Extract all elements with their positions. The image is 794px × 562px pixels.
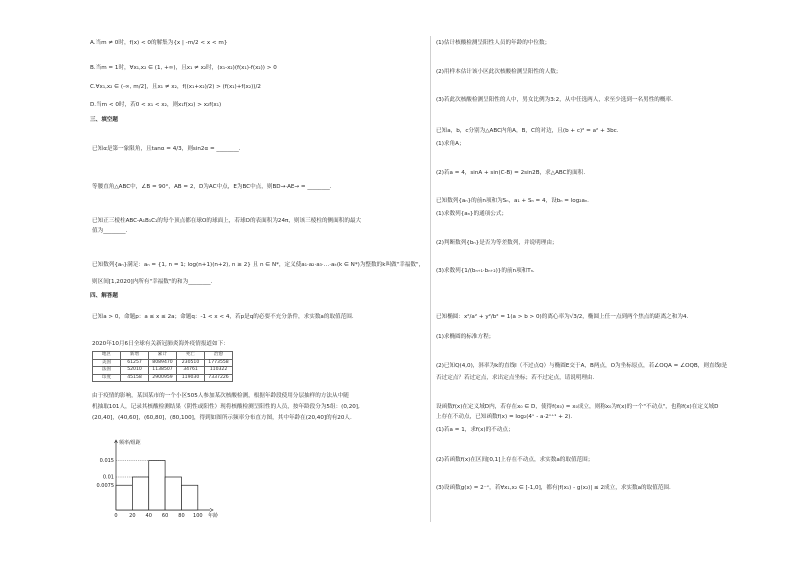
triangle-part-2: (2)若a = 4，sinA + sin(C-B) = 2sin2B，求△ABC的面积. [436, 170, 586, 176]
epidemic-table-title: 2020年10月6日全球有关新冠肺炎海外疫情报道如下： [92, 341, 229, 347]
table-cell: 新增 [121, 352, 149, 360]
fill-question-3-line1: 已知正三棱柱ABC-A₁B₁C₁的每个顶点都在球O的球面上，若球O的表面积为24π，则该三棱柱的侧面积的最大 [92, 218, 362, 224]
ellipse-part-2-line1: (2)已知Q(4,0)，斜率为k的直线l（不过点Q）与椭圆E交于A，B两点，O为坐标原点，若∠OQA = ∠OQB，则直线l是 [436, 363, 728, 369]
table-cell: 地区 [93, 352, 121, 360]
ellipse-part-2-line2: 否过定点？若过定点，求出定点坐标；若不过定点，请说明理由. [436, 375, 595, 381]
paragraph-line-2: 机抽取101人，记录其核酸检测结果（阴性或阳性）现将核酸检测呈阳性的人员，按年龄段分为5组：(0,20], [92, 404, 360, 410]
sequence-part-1: (1)求数列{aₙ}的通项公式； [436, 211, 508, 217]
choice-a: A.当m ≠ 0时，f(x) < 0的解集为{x | -m/2 < x < m} [90, 40, 228, 46]
x-tick-label: 40 [145, 513, 152, 519]
fixed-point-part-1: (1)若a = 1，求f(x)的不动点； [436, 427, 514, 433]
choice-c: C.∀x₁,x₂ ∈ (-∞, m/2]，且x₁ ≠ x₂，f((x₁+x₂)/2) > (f(x₁)+f(x₂))/2 [90, 84, 261, 90]
table-row [93, 374, 233, 382]
table-cell: 8089470 [149, 359, 177, 367]
table-cell: 印度 [93, 374, 121, 382]
x-tick-label: 20 [129, 513, 136, 519]
sequence-part-2: (2)判断数列{bₙ}是否为等差数列，并说明理由； [436, 240, 558, 246]
table-cell: 119030 [177, 374, 205, 382]
table-cell: 法国 [93, 367, 121, 375]
table-cell: 34761 [177, 367, 205, 375]
section-fill-heading: 三、填空题 [90, 117, 118, 123]
histogram-chart [86, 436, 226, 520]
triangle-problem-intro: 已知a，b，c分别为△ABC内角A，B，C的对边，且(b + c)² = a² + 3bc. [436, 128, 619, 134]
histogram-bar [165, 477, 181, 510]
choice-d: D.当m < 0时，若0 < x₁ < x₂，则x₁f(x₂) > x₂f(x₁) [90, 102, 222, 108]
table-row [93, 359, 233, 367]
table-cell: 累计 [149, 352, 177, 360]
fixed-point-intro-line1: 设函数f(x)在定义域D内，若存在x₀ ∈ D，使得f(x₀) = x₀成立，则称x₀为f(x)的一个"不动点"，也称f(x)在定义域D [436, 404, 719, 410]
y-tick-label: 0.01 [102, 474, 114, 481]
x-axis-label: 年龄 [208, 513, 219, 519]
table-cell: 治愈 [205, 352, 233, 360]
histogram-bar [132, 477, 148, 510]
triangle-part-1: (1)求角A； [436, 141, 465, 147]
probability-question: (3)若此次核酸检测呈阳性的人中，男女比例为3:2，从中任选两人，求至少选到一名男性的概率. [436, 97, 673, 103]
chart-bars [116, 461, 198, 511]
fill-question-2: 等腰直角△ABC中，∠B = 90°，AB = 2，D为AC中点，E为BC中点，则BD→·AE→ = ________. [92, 184, 332, 190]
table-cell: 7337226 [205, 374, 233, 382]
fixed-point-part-3: (3)设函数g(x) = 2⁻ˣ，若∀x₁,x₂ ∈ [-1,0]，都有|f(x₁) - g(x₂)| ≤ 2成立，求实数a的取值范围. [436, 485, 671, 491]
table-cell: 1138507 [149, 367, 177, 375]
answer-question-1: 已知a > 0，命题p：a ≤ x ≤ 2a；命题q：-1 < x < 4，若p是q的必要不充分条件，求实数a的取值范围. [92, 314, 354, 320]
y-axis-label: 频率/组距 [119, 440, 141, 446]
histogram-bar [181, 485, 197, 510]
fill-question-3-line2: 值为________. [92, 228, 128, 234]
table-cell: 61257 [121, 359, 149, 367]
x-tick-label: 80 [178, 513, 185, 519]
right-column [432, 0, 794, 562]
positive-count-question: (2)用样本估计该小区此次核酸检测呈阳性的人数； [436, 69, 562, 75]
median-question: (1)估计核酸检测呈阳性人员的年龄的中位数； [436, 40, 551, 46]
ellipse-problem-intro: 已知椭圆：x²/a² + y²/b² = 1(a > b > 0)的离心率为√3/2，椭圆上任一点到两个焦点的距离之和为4. [436, 314, 689, 320]
y-tick-label: 0.0075 [96, 482, 114, 489]
histogram-bar [149, 461, 165, 511]
column-divider [430, 36, 431, 522]
x-axis-arrow [210, 509, 213, 512]
paragraph-line-3: (20,40]，(40,60]，(60,80]，(80,100]，得到如图所示频率分布直方图，其中年龄在(20,40]的有20人. [92, 415, 352, 421]
section-answer-heading: 四、解答题 [90, 293, 118, 299]
table-cell: 2900959 [149, 374, 177, 382]
table-cell: 美国 [93, 359, 121, 367]
fill-question-4-line2: 则区间[1,2020]内所有"幸福数"的和为________. [92, 279, 213, 285]
table-cell: 45158 [121, 374, 149, 382]
ellipse-part-1: (1)求椭圆的标准方程； [436, 334, 495, 340]
sequence-part-3: (3)求数列{1/(bₙ₊₁·bₙ₊₂)}的前n项和Tₙ. [436, 268, 535, 274]
table-cell: 110322 [205, 367, 233, 375]
x-tick-label: 0 [114, 513, 118, 519]
fixed-point-intro-line2: 上存在不动点，已知函数f(x) = log₂(4ˣ - a·2ˣ⁺¹ + 2). [436, 414, 573, 420]
table-cell: 52010 [121, 367, 149, 375]
fill-question-1: 已知α是第一象限角，且tanα = 4/3，则sin2α = ________. [92, 146, 241, 152]
fixed-point-part-2: (2)若函数f(x)在区间[0,1]上存在不动点，求实数a的取值范围； [436, 457, 594, 463]
x-tick-label: 100 [193, 513, 203, 519]
table-row [93, 352, 233, 360]
epidemic-table [92, 351, 233, 382]
table-cell: 230510 [177, 359, 205, 367]
paragraph-line-1: 由于疫情的影响，某国某市的一个小区505人参加某次核酸检测，根据年龄段使用分层抽样的方法从中随 [92, 393, 349, 399]
sequence-problem-intro: 已知数列{aₙ}的前n项和为Sₙ，a₁ + Sₙ = 4，设bₙ = log₂aₙ. [436, 198, 589, 204]
fill-question-4-line1: 已知数列{aₙ}满足：aₙ = {1, n = 1; log(n+1)(n+2), n ≥ 2} 且 n ∈ N*，定义使a₁·a₂·a₃·…·aₖ(k ∈ N*)为整数的k叫做"幸福数"， [92, 262, 425, 268]
choice-b: B.当m = 1时，∀x₁,x₂ ∈ (1, +∞)，且x₁ ≠ x₂时，(x₁-x₂)(f(x₁)-f(x₂)) > 0 [90, 65, 277, 71]
y-tick-label: 0.015 [99, 458, 114, 465]
table-row [93, 367, 233, 375]
table-cell: 1773558 [205, 359, 233, 367]
histogram-bar [116, 485, 132, 510]
x-tick-label: 60 [161, 513, 169, 519]
table-cell: 死亡 [177, 352, 205, 360]
